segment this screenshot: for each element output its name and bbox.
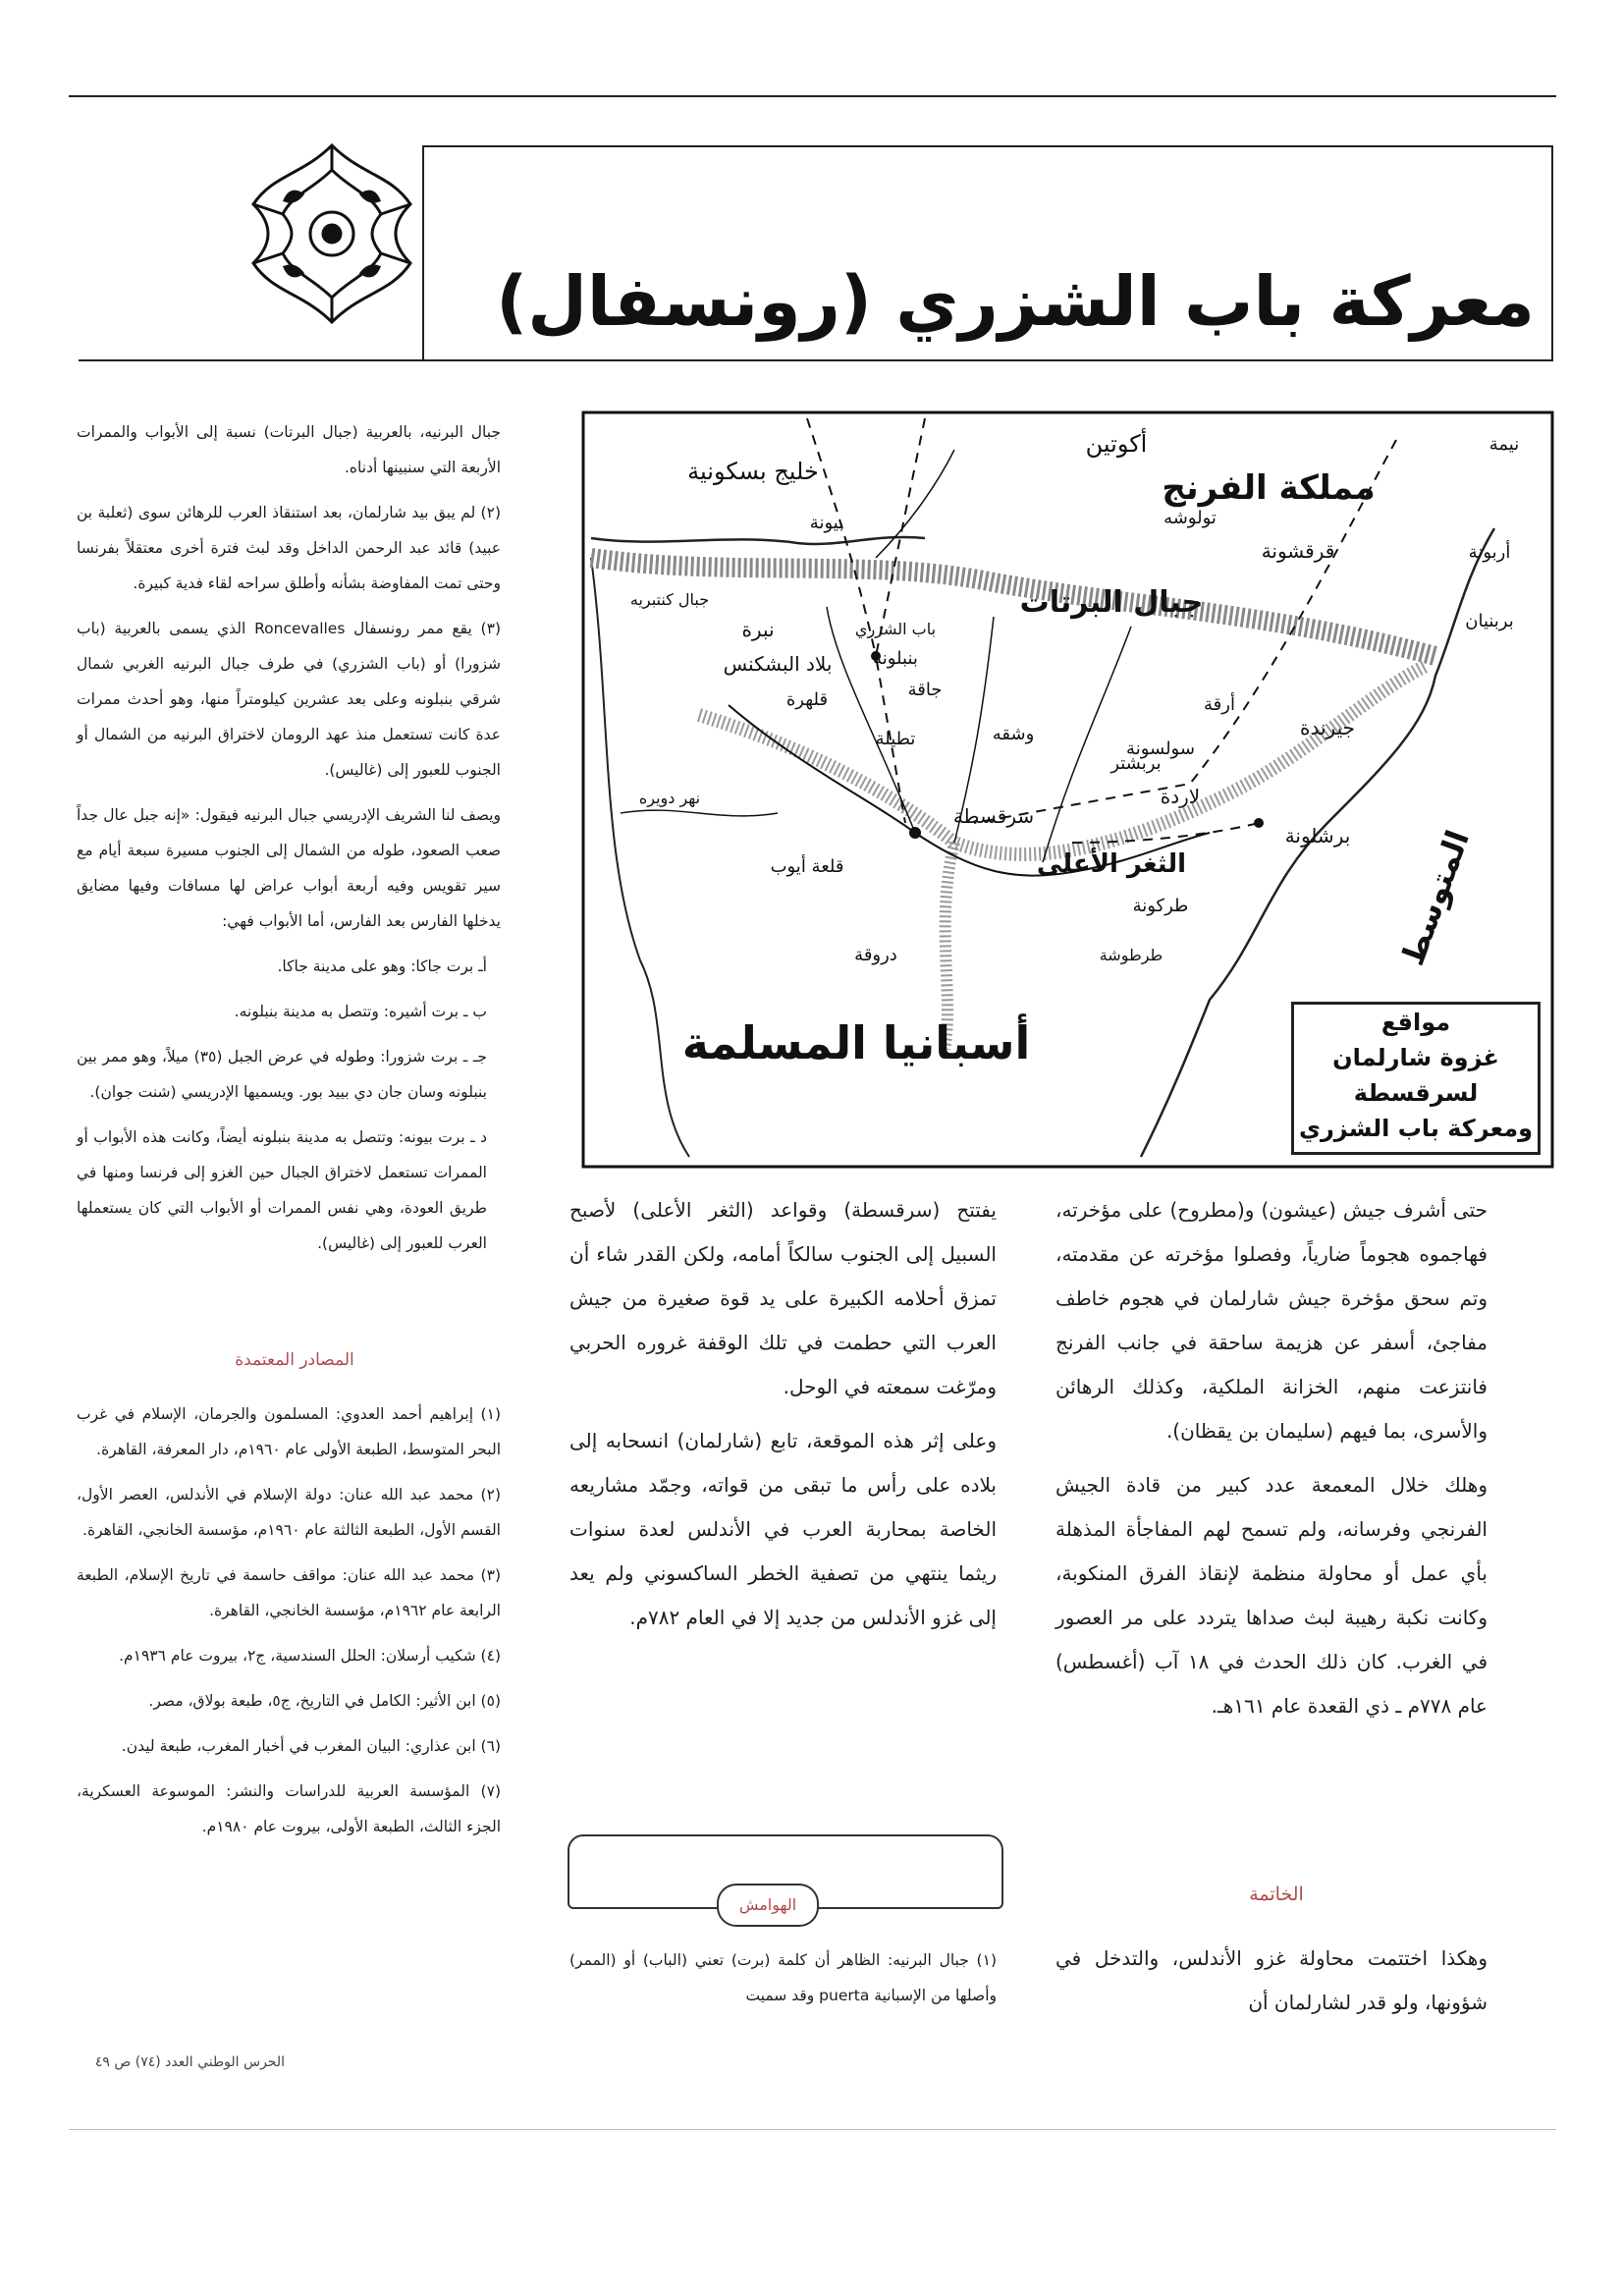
bottom-rule bbox=[69, 2129, 1556, 2130]
gate-b: ب ـ برت أشيره: وتتصل به مدينة بنبلونه. bbox=[234, 1003, 487, 1020]
label-roussillon: بربنيان bbox=[1465, 611, 1514, 631]
map-legend bbox=[1291, 1002, 1541, 1155]
map-figure bbox=[581, 410, 1554, 1169]
zaragoza-dot bbox=[909, 827, 921, 839]
conclusion-paragraph: وهكذا اختتمت محاولة غزو الأندلس، والتدخل في شؤونها، ولو قدر لشارلمان أن bbox=[1055, 1946, 1488, 2014]
label-muslim-spain: أسبانيا المسلمة bbox=[681, 1016, 1031, 1069]
middle-paragraph-2: وعلى إثر هذه الموقعة، تابع (شارلمان) انسحابه إلى بلاده على رأس ما تبقى من قواته، وجمّد مشاريعه الخاصة بمحاربة العرب في الأندلس لعدة سنوات ريثما ينتهي من تصفية الخطر الساكسوني ولم يعد إلى غزو الأندلس من جديد إلا في العام ٧٨٢م. bbox=[569, 1429, 997, 1629]
label-navarre: نبرة bbox=[741, 618, 775, 641]
label-carcassonne: قرقشونة bbox=[1261, 539, 1335, 563]
label-narbonne: أربونة bbox=[1468, 542, 1511, 563]
label-jaca: جاقة bbox=[907, 680, 943, 700]
top-rule bbox=[69, 95, 1556, 97]
label-calahorra: قلهرة bbox=[785, 689, 829, 710]
conclusion-heading: الخاتمة bbox=[1249, 1884, 1304, 1905]
label-calatayud: قلعة أيوب bbox=[770, 856, 844, 877]
label-bayonne: بيونة bbox=[809, 513, 844, 533]
right-column bbox=[1055, 1188, 1488, 1738]
right-paragraph-2: وهلك خلال المعمعة عدد كبير من قادة الجيش الفرنجي وفرسانه، ولم تسمح لهم المفاجأة المذهلة بأي عمل أو محاولة منظمة لإنقاذ الفرق المنكوبة، وكانت نكبة رهيبة لبث صداها يتردد على مر العصور في الغرب. كان ذلك الحدث في ١٨ آب (أغسطس) عام ٧٧٨م ـ ذي القعدة عام ١٦١هـ. bbox=[1055, 1473, 1488, 1718]
label-kingdom-franks: مملكة الفرنج bbox=[1162, 468, 1376, 508]
note-3: (٣) يقع ممر رونسفال Roncevalles الذي يسمى بالعربية (باب شزورا) أو (باب الشزري) في طرف جبال البرنيه الغربي شمال شرقي بنبلونه وعلى بعد عشرين كيلومتراً منها، وهو أحدث ممرات عدة كانت تستعمل منذ عهد الرومان لاختراق البرنيه من الشمال أو الجنوب للعبور إلى (غاليس). bbox=[77, 620, 501, 779]
article-title: معركة باب الشزري (رونسفال) bbox=[496, 261, 1535, 342]
source-item: (٤) شكيب أرسلان: الحلل السندسية، ج٢، بيروت عام ١٩٣٦م. bbox=[119, 1647, 501, 1665]
sources-list bbox=[77, 1396, 501, 1854]
source-item: (٥) ابن الأثير: الكامل في التاريخ، ج٥، طبعة بولاق، مصر. bbox=[148, 1692, 501, 1710]
label-basques: بلاد البشكنس bbox=[723, 652, 833, 676]
label-lleida: لاردة bbox=[1160, 785, 1201, 808]
label-aquitaine: أكوتين bbox=[1085, 430, 1148, 458]
header-frame-right bbox=[1551, 145, 1553, 361]
label-upper-march: الثغر الأعلى bbox=[1036, 849, 1187, 879]
sources-heading: المصادر المعتمدة bbox=[235, 1350, 354, 1370]
label-cantabria: جبال كنتبريه bbox=[629, 590, 710, 609]
label-tarragona: طركونة bbox=[1132, 896, 1189, 916]
source-item: (٧) المؤسسة العربية للدراسات والنشر: الموسوعة العسكرية، الجزء الثالث، الطبعة الأولى، بيروت عام ١٩٨٠م. bbox=[77, 1782, 501, 1835]
legend-line-3: ومعركة باب الشزري bbox=[1298, 1115, 1534, 1142]
label-ebro: نهر دويره bbox=[638, 789, 701, 807]
note-1-continued: جبال البرنيه، بالعربية (جبال البرتات) نسبة إلى الأبواب والممرات الأربعة التي سنبينها أدناه. bbox=[77, 423, 501, 476]
gate-d: د ـ برت بيونه: وتتصل به مدينة بنبلونه أيضاً، وكانت هذه الأبواب أو الممرات تستعمل لاختراق الجبال حين الغزو إلى فرنسا ومنها في طريق العودة، وهي نفس الممرات أو الأبواب التي كان يستعملها العرب للعبور إلى (غاليس). bbox=[77, 1128, 487, 1252]
label-pamplona: بنبلونة bbox=[873, 648, 918, 669]
label-biscay: خليج بسكونية bbox=[687, 458, 819, 485]
label-zaragoza: سرقسطة bbox=[952, 804, 1035, 828]
source-item: (٢) محمد عبد الله عنان: دولة الإسلام في الأندلس، العصر الأول، القسم الأول، الطبعة الثالثة عام ١٩٦٠م، مؤسسة الخانجي، القاهرة. bbox=[77, 1486, 501, 1539]
notes-heading: الهوامش bbox=[717, 1884, 819, 1927]
middle-paragraph-1: يفتتح (سرقسطة) وقواعد (الثغر الأعلى) لأصبح السبيل إلى الجنوب سالكاً أمامه، ولكن القدر شاء أن تمزق أحلامه الكبيرة على يد قوة صغيرة من جيش العرب التي حطمت في تلك الوقفة غروره الحربي ومرّغت سمعته في الوحل. bbox=[569, 1198, 997, 1398]
page-footer: الحرس الوطني العدد (٧٤) ص ٤٩ bbox=[94, 2054, 285, 2070]
label-girona: جيرندة bbox=[1300, 716, 1355, 739]
label-urgell: أرقة bbox=[1204, 694, 1235, 715]
label-barbastro: بربشتر bbox=[1110, 753, 1162, 774]
label-nimes: نيمة bbox=[1488, 434, 1520, 455]
note-1: (١) جبال البرنيه: الظاهر أن كلمة (برت) تعني (الباب) أو (الممر) وأصلها من الإسبانية puerta وقد سميت bbox=[569, 1951, 997, 2004]
source-item: (٦) ابن عذاري: البيان المغرب في أخبار المغرب، طبعة ليدن. bbox=[121, 1737, 501, 1755]
label-tortosa: طرطوشة bbox=[1099, 946, 1163, 964]
label-tudela: تطيلة bbox=[875, 729, 916, 749]
middle-note-block bbox=[569, 1942, 997, 2023]
label-daroca: دروقة bbox=[854, 945, 897, 965]
right-paragraph-1: حتى أشرف جيش (عيشون) و(مطروح) على مؤخرته، فهاجموه هجوماً ضارياً، وفصلوا مؤخرته عن مقدمته، وتم سحق مؤخرة جيش شارلمان في هجوم خاطف مفاجئ، أسفر عن هزيمة ساحقة في جانب الفرنج فانتزعت منهم، الخزانة الملكية، وكذلك الرهائن والأسرى، بما فيهم (سليمان بن يقظان). bbox=[1055, 1198, 1488, 1443]
source-item: (١) إبراهيم أحمد العدوي: المسلمون والجرمان، الإسلام في غرب البحر المتوسط، الطبعة الأولى عام ١٩٦٠م، دار المعرفة، القاهرة. bbox=[77, 1405, 501, 1458]
label-huesca: وشقه bbox=[992, 724, 1035, 744]
label-mediterranean: المتوسط bbox=[1393, 825, 1478, 971]
barcelona-dot bbox=[1254, 818, 1264, 828]
legend-line-1: مواقع bbox=[1380, 1009, 1451, 1036]
header-frame-bottom bbox=[79, 359, 1553, 361]
gate-c: جـ ـ برت شزورا: وطوله في عرض الجبل (٣٥) ميلاً، وهو ممر بين بنبلونه وسان جان دي بييد بور. ويسميها الإدريسي (شنت جوان). bbox=[77, 1048, 487, 1101]
label-toulouse: تولوشه bbox=[1163, 508, 1217, 528]
note-2: (٢) لم يبق بيد شارلمان، بعد استنقاذ العرب للرهائن سوى (ثعلبة بن عبيد) قائد عبد الرحمن الداخل وقد لبث فترة أخرى معتقلاً بفرنسا وحتى تمت المفاوضة بشأنه وأطلق سراحه لقاء فدية كبيرة. bbox=[77, 504, 501, 592]
source-item: (٣) محمد عبد الله عنان: مواقف حاسمة في تاريخ الإسلام، الطبعة الرابعة عام ١٩٦٢م، مؤسسة الخانجي، القاهرة. bbox=[77, 1566, 501, 1619]
conclusion-text-block bbox=[1055, 1937, 1488, 2035]
label-pyrenees: جبال البرتات bbox=[1019, 585, 1204, 620]
note-3-idrisi: ويصف لنا الشريف الإدريسي جبال البرنيه فيقول: «إنه جبل عال جداً صعب الصعود، طوله من الشمال إلى الجنوب مسيرة سبعة أيام مع سير تقويس وفيه أربعة أبواب عراض لها مسافات وفيها مضايق يدخلها الفارس بعد الفارس، أما الأبواب فهي: bbox=[77, 806, 501, 930]
left-column bbox=[77, 414, 501, 1271]
legend-line-2: غزوة شارلمان لسرقسطة bbox=[1332, 1044, 1499, 1107]
middle-column bbox=[569, 1188, 997, 1650]
ornament-icon bbox=[234, 136, 430, 332]
header-frame-top bbox=[422, 145, 1551, 147]
label-barcelona: برشلونة bbox=[1284, 824, 1351, 847]
gate-a: أـ برت جاكا: وهو على مدينة جاكا. bbox=[277, 957, 487, 975]
label-solsona: سولسونة bbox=[1126, 738, 1195, 759]
label-bab-shizri: باب الشزري bbox=[854, 620, 937, 638]
